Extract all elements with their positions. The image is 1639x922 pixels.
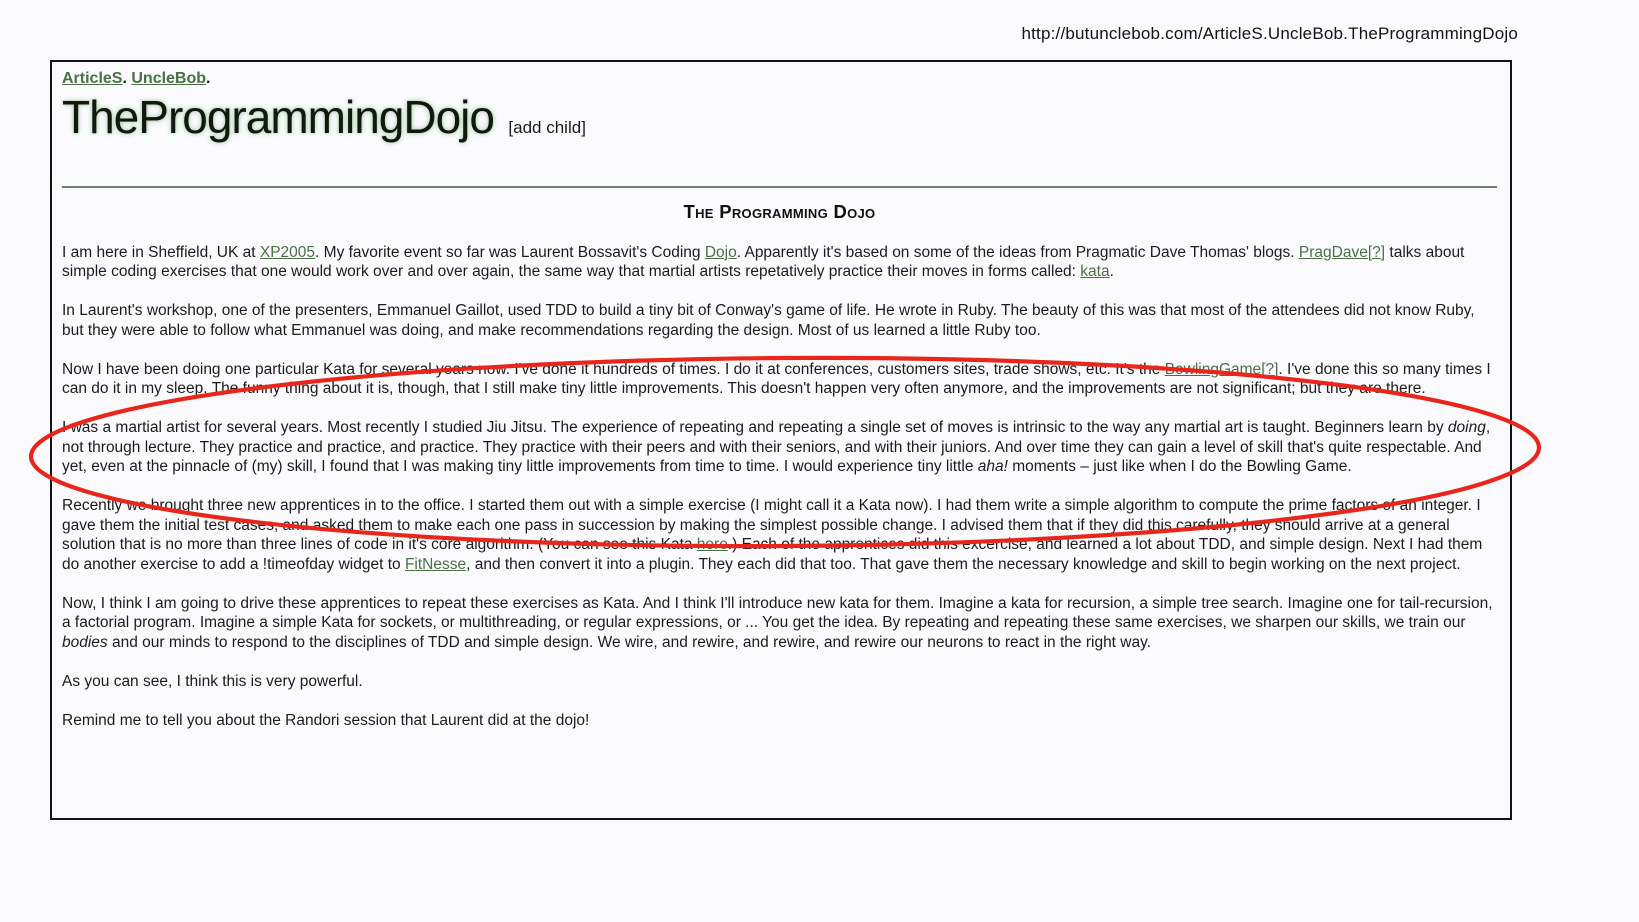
paragraph — [62, 672, 1497, 692]
text-run: I am here in Sheffield, UK at — [62, 243, 260, 261]
paragraph — [62, 711, 1497, 731]
page-url: http://butunclebob.com/ArticleS.UncleBob.TheProgrammingDojo — [1021, 24, 1518, 43]
emphasis-text: bodies — [62, 633, 108, 651]
wiki-question-link[interactable]: [?] — [1367, 243, 1386, 261]
emphasis-text: aha! — [977, 458, 1008, 475]
text-run: , not through lecture. They practice and practice, and practice. They practice with their peers and with their seniors, and with their juniors. And over time they can gain a level of skill that's quite respectable. And yet, even at the pinnacle of (my) skill, I found that I was making tiny little improvements from time to time. I would experience tiny little — [62, 419, 1491, 475]
text-run: and our minds to respond to the disciplines of TDD and simple design. We wire, and rewire, and rewire, and rewire our neurons to react in the right way. — [107, 633, 1152, 651]
article-body — [62, 243, 1497, 731]
text-run: moments – just like when I do the Bowling Game. — [1007, 458, 1352, 475]
breadcrumb-link[interactable]: ArticleS — [62, 70, 123, 87]
add-child-link[interactable]: [add child] — [508, 118, 586, 137]
paragraph — [62, 360, 1497, 399]
paragraph — [62, 301, 1497, 340]
article-box — [50, 60, 1512, 820]
wiki-question-link[interactable]: [?] — [1261, 360, 1279, 378]
breadcrumb-link[interactable]: UncleBob — [131, 70, 207, 87]
text-run: . My favorite event so far was Laurent Bossavit's Coding — [315, 243, 705, 261]
text-run: Remind me to tell you about the Randori session that Laurent did at the dojo! — [62, 711, 590, 729]
paragraph — [62, 496, 1497, 574]
article-heading: The Programming Dojo — [683, 201, 876, 222]
title-row — [62, 90, 1497, 144]
here-link[interactable]: here — [696, 536, 728, 553]
breadcrumb — [62, 70, 1497, 88]
text-run: . Apparently it's based on some of the ideas from Pragmatic Dave Thomas' blogs. — [736, 243, 1299, 261]
paragraph — [62, 418, 1497, 477]
text-run: Recently we brought three new apprentices in to the office. I started them out with a simple exercise (I might call it a Kata now). I had them write a simple algorithm to compute the prime factors of an integer. I gave them the initial test cases, and asked them to make each one pass in succession by making the simplest possible change. I advised them that if they did this carefully, they should arrive at a general solution that is no more than three lines of code in it's core algorithm. (You can see this Kata — [62, 497, 1481, 553]
text-run: I was a martial artist for several years. Most recently I studied Jiu Jitsu. The experience of repeating and repeating a single set of moves is intrinsic to the way any martial art is taught. Beginners learn by — [62, 419, 1448, 436]
emphasis-text: doing — [1447, 419, 1486, 436]
paragraph — [62, 594, 1497, 653]
text-run: Now, I think I am going to drive these apprentices to repeat these exercises as Kata. And I think I'll introduce new kata for them. Imagine a kata for recursion, a simple tree search. Imagine one for tail-recursion, a factorial program. Imagine a simple Kata for sockets, or multithreading, or regular expressions, or ... You get the idea. By repeating and repeating these same exercises, we sharpen our skills, we train our — [62, 594, 1493, 631]
page-title: TheProgrammingDojo — [62, 91, 494, 143]
text-run: As you can see, I think this is very powerful. — [62, 672, 363, 690]
fitnesse-link[interactable]: FitNesse — [404, 555, 467, 573]
text-run: talks about simple coding exercises that one would work over and over again, the same way that martial artists repetatively practice their moves in forms called: — [62, 243, 1465, 280]
text-run: .) Each of the apprentices did this excercise, and learned a lot about TDD, and simple design. Next I had them do another exercise to add a !timeofday widget to — [62, 536, 1483, 573]
paragraph — [62, 243, 1497, 282]
text-run: . — [1109, 263, 1114, 280]
breadcrumb-separator: . — [206, 70, 211, 87]
divider-rule — [62, 186, 1497, 188]
text-run: , and then convert it into a plugin. They each did that too. That gave them the necessary knowledge and skill to begin working on the next project. — [466, 555, 1461, 573]
breadcrumb-separator: . — [122, 70, 132, 87]
text-run: Now I have been doing one particular Kata for several years now. I've done it hundreds of times. I do it at conferences, customers sites, trade shows, etc. It's the — [62, 360, 1165, 378]
text-run: . I've done this so many times I can do it in my sleep. The funny thing about it is, though, that I still make tiny little improvements. This doesn't happen very often anymore, and the improvements are not significant; but they are there. — [62, 360, 1491, 397]
pragdave-link[interactable]: PragDave — [1298, 243, 1368, 261]
dojo-link[interactable]: Dojo — [704, 243, 737, 261]
xp2005-link[interactable]: XP2005 — [259, 243, 316, 261]
bowlinggame-link[interactable]: BowlingGame — [1164, 360, 1262, 378]
text-run: In Laurent's workshop, one of the presenters, Emmanuel Gaillot, used TDD to build a tiny bit of Conway's game of life. He wrote in Ruby. The beauty of this was that most of the attendees did not know Ruby, but they were able to follow what Emmanuel was doing, and make recommendations regarding the design. Most of us learned a little Ruby too. — [62, 302, 1475, 339]
kata-link[interactable]: kata — [1080, 263, 1110, 280]
